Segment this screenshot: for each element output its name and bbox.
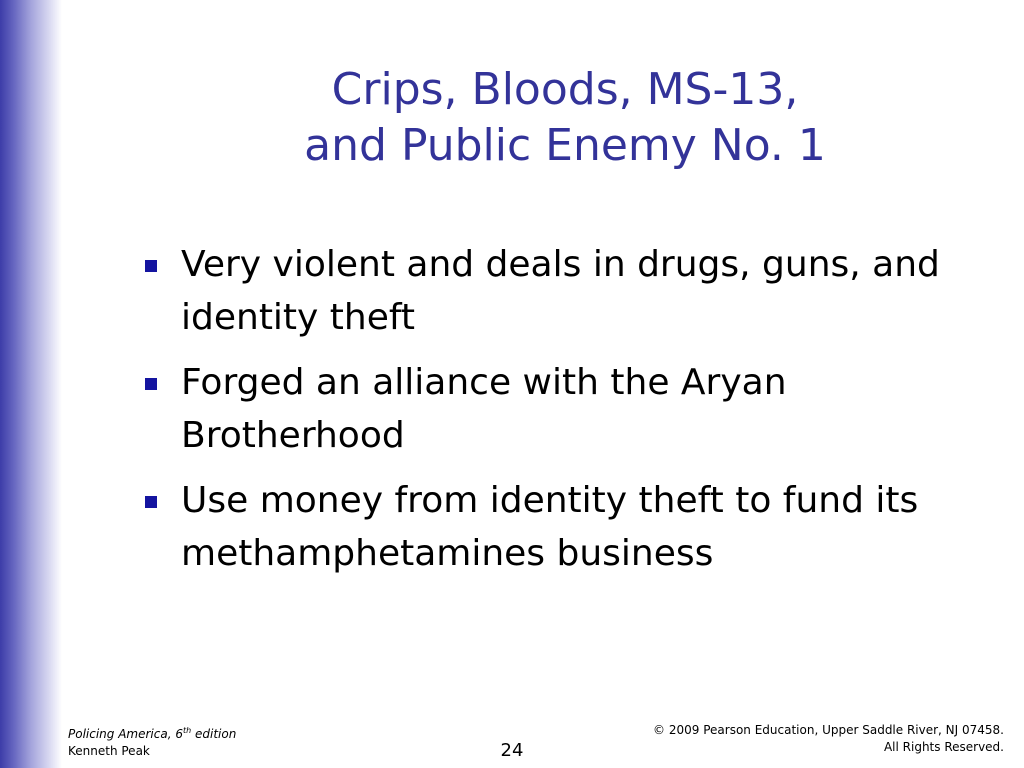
footer-book-info [68,722,236,760]
square-bullet-icon [145,496,157,508]
slide-title [200,62,930,174]
bullet-text: Very violent and deals in drugs, guns, and identity theft [181,244,940,338]
title-line-2: and Public Enemy No. 1 [304,120,826,171]
edition-superscript: th [182,726,192,735]
copyright-line-2: All Rights Reserved. [883,740,1004,754]
book-title-text: Policing America, 6 [68,727,183,741]
page-number: 24 [500,740,524,761]
edition-word: edition [191,727,237,741]
gradient-side-bar [0,0,62,768]
bullet-item [140,474,970,580]
author: Kenneth Peak [68,744,150,758]
footer-copyright [653,722,1004,756]
bullet-item [140,356,970,462]
bullet-item [140,238,970,344]
copyright-line-1: © 2009 Pearson Education, Upper Saddle River, NJ 07458. [653,723,1004,737]
square-bullet-icon [145,378,157,390]
bullet-text: Use money from identity theft to fund its methamphetamines business [181,480,919,574]
bullet-text: Forged an alliance with the Aryan Brotherhood [181,362,787,456]
title-line-1: Crips, Bloods, MS-13, [331,64,799,115]
book-title [68,722,236,743]
bullet-list [140,238,970,592]
square-bullet-icon [145,260,157,272]
